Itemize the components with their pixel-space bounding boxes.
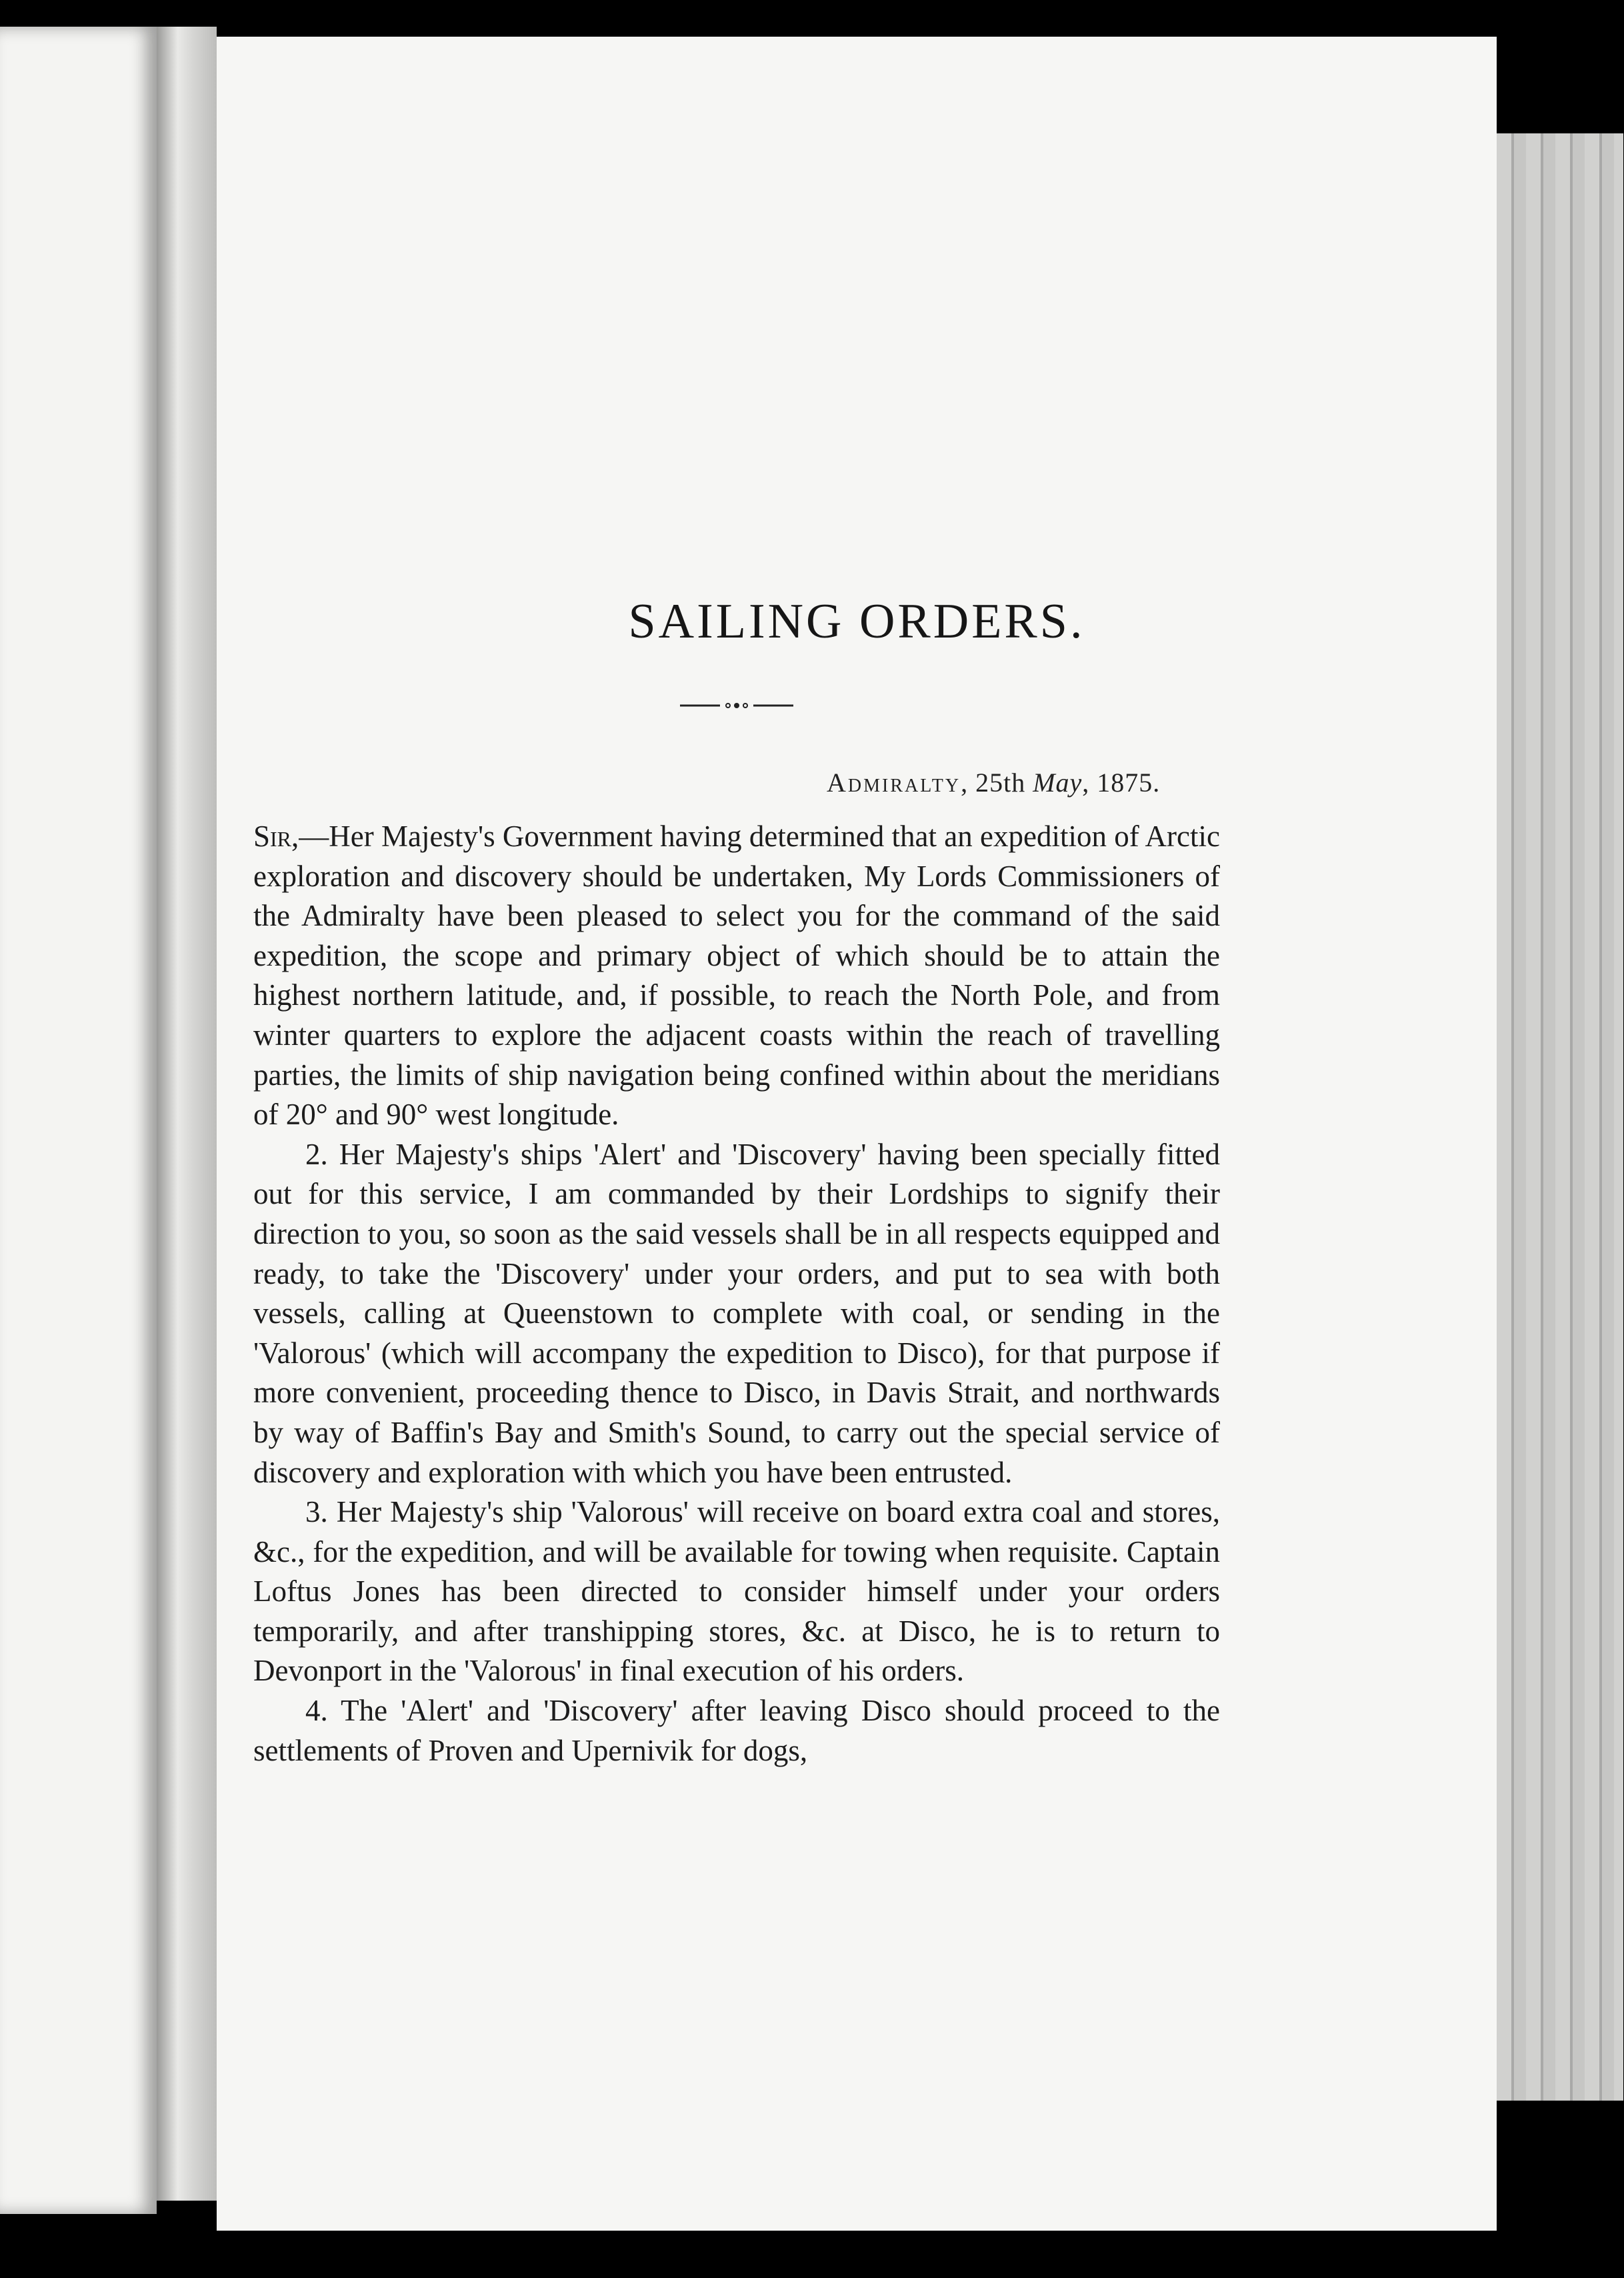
paragraph-3: 3. Her Majesty's ship 'Valorous' will receive on board extra coal and stores, &c., for the expedition, and will be available for towing when requisite. Captain Loftus Jones has been directed to consider himself under your orders temporarily, and after transhipping stores, &c. at Disco, he is to return to Devonport in the 'Valorous' in final execution of his orders.	[253, 1495, 1220, 1688]
left-page	[0, 27, 157, 2214]
dateline: Admiralty, 25th May, 1875.	[827, 768, 1161, 798]
dateline-year: 1875.	[1097, 768, 1161, 798]
book-gutter	[157, 27, 217, 2201]
page-title: SAILING ORDERS.	[628, 594, 1085, 649]
dateline-date: 25th	[975, 768, 1026, 798]
dateline-month: May	[1033, 768, 1083, 798]
page-edges	[1497, 133, 1623, 2101]
paragraph-text: —Her Majesty's Government having determined that an expedition of Arctic exploration and discovery should be undertaken, My Lords Commissioners of the Admiralty have been pleased to select you for the command of the said expedition, the scope and primary object of which should be to attain the highest northern latitude, and, if possible, to reach the North Pole, and from winter quarters to explore the adjacent coasts within the reach of travelling parties, the limits of ship navigation being confined within about the meridians of 20° and 90° west longitude.	[253, 820, 1220, 1132]
paragraph-1	[253, 817, 1220, 1135]
dateline-place: Admiralty	[827, 768, 961, 798]
title-ornament	[680, 702, 793, 709]
letter-body	[253, 817, 1220, 1771]
salutation: Sir,	[253, 820, 299, 853]
paragraph-4: 4. The 'Alert' and 'Discovery' after leaving Disco should proceed to the settlements of Proven and Upernivik for dogs,	[253, 1694, 1220, 1767]
paragraph-2: 2. Her Majesty's ships 'Alert' and 'Discovery' having been specially fitted out for this service, I am commanded by their Lordships to signify their direction to you, so soon as the said vessels shall be in all respects equipped and ready, to take the 'Discovery' under your orders, and put to sea with both vessels, calling at Queenstown to complete with coal, or sending in the 'Valorous' (which will accompany the expedition to Disco), for that purpose if more convenient, proceeding thence to Disco, in Davis Strait, and northwards by way of Baffin's Bay and Smith's Sound, to carry out the special service of discovery and exploration with which you have been entrusted.	[253, 1137, 1220, 1489]
